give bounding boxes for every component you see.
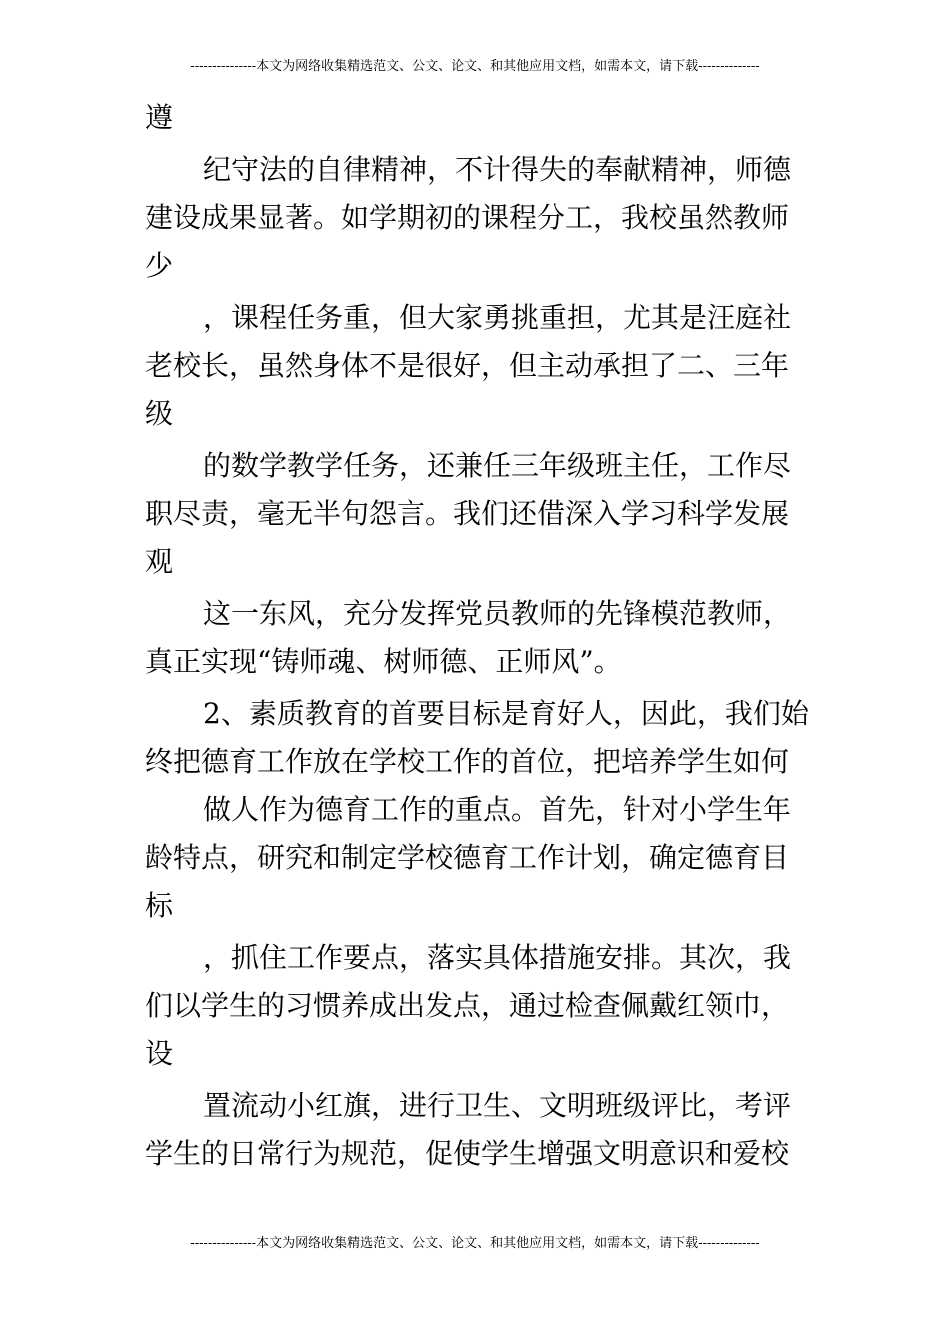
running-header: ---------------本文为网络收集精选范文、公文、论文、和其他应用文档，如需本文，请下载-------------- bbox=[190, 59, 760, 74]
text-line: 学生的日常行为规范，促使学生增强文明意识和爱校 bbox=[145, 1137, 790, 1170]
text-line: 2、素质教育的首要目标是育好人，因此，我们始 bbox=[203, 697, 809, 730]
text-line: 标 bbox=[145, 889, 174, 922]
text-line: 置流动小红旗，进行卫生、文明班级评比，考评 bbox=[203, 1089, 792, 1122]
text-line: 终把德育工作放在学校工作的首位，把培养学生如何 bbox=[145, 745, 790, 778]
text-line: 遵 bbox=[145, 101, 174, 134]
text-line: 真正实现“铸师魂、树师德、正师风”。 bbox=[145, 645, 622, 678]
text-line: 纪守法的自律精神，不计得失的奉献精神，师德 bbox=[203, 153, 792, 186]
text-line: 职尽责，毫无半句怨言。我们还借深入学习科学发展 bbox=[145, 497, 790, 530]
text-line: 龄特点，研究和制定学校德育工作计划，确定德育目 bbox=[145, 841, 790, 874]
text-line: 老校长，虽然身体不是很好，但主动承担了二、三年 bbox=[145, 349, 790, 382]
text-line: ，抓住工作要点，落实具体措施安排。其次，我 bbox=[203, 941, 792, 974]
body-text bbox=[145, 94, 815, 1178]
text-line: 级 bbox=[145, 397, 174, 430]
text-line: 少 bbox=[145, 249, 174, 282]
text-line: 建设成果显著。如学期初的课程分工，我校虽然教师 bbox=[145, 201, 790, 234]
running-footer: ---------------本文为网络收集精选范文、公文、论文、和其他应用文档，如需本文，请下载-------------- bbox=[190, 1236, 760, 1251]
text-line: 观 bbox=[145, 545, 174, 578]
text-line: 设 bbox=[145, 1037, 174, 1070]
text-line: ，课程任务重，但大家勇挑重担，尤其是汪庭社 bbox=[203, 301, 792, 334]
text-line: 的数学教学任务，还兼任三年级班主任，工作尽 bbox=[203, 449, 792, 482]
text-line: 做人作为德育工作的重点。首先，针对小学生年 bbox=[203, 793, 792, 826]
text-line: 这一东风，充分发挥党员教师的先锋模范教师， bbox=[203, 597, 792, 630]
text-line: 们以学生的习惯养成出发点，通过检查佩戴红领巾， bbox=[145, 989, 790, 1022]
